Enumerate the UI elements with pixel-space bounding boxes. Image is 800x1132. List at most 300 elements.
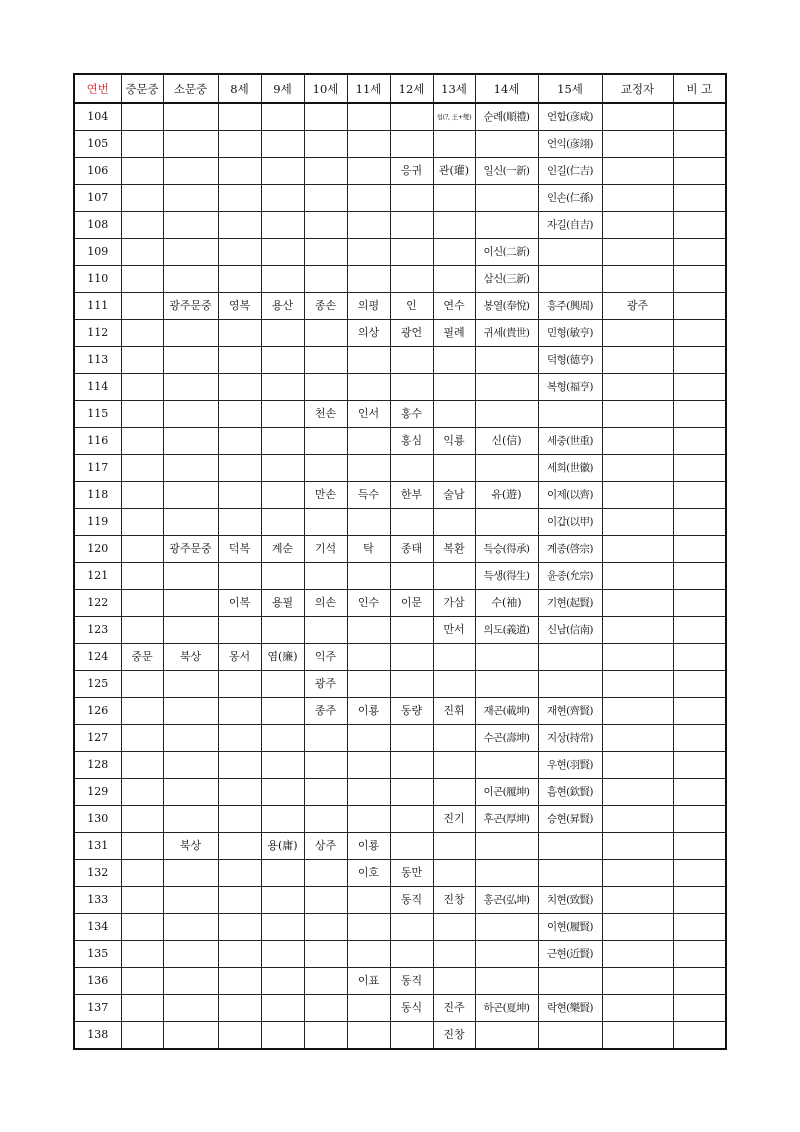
- cell-col-gen-10: 만손: [304, 482, 347, 509]
- table-row: [74, 590, 726, 617]
- cell-col-gen-8: [218, 563, 261, 590]
- cell-col-gen-13: [433, 914, 475, 941]
- cell-col-gen-11: [347, 239, 390, 266]
- cell-col-gen-9: [261, 212, 304, 239]
- cell-col-gen-15: 치현(致賢): [538, 887, 602, 914]
- cell-col-gen-11: 이표: [347, 968, 390, 995]
- cell-col-gen-8: 이복: [218, 590, 261, 617]
- cell-col-gen-12: [390, 374, 433, 401]
- cell-col-middle-clan: [121, 590, 163, 617]
- cell-col-gen-11: [347, 779, 390, 806]
- header-col-gen-15: 15세: [538, 74, 602, 103]
- cell-col-proofreader: [602, 455, 673, 482]
- cell-col-gen-12: [390, 239, 433, 266]
- cell-col-gen-8: [218, 103, 261, 131]
- cell-col-gen-9: [261, 266, 304, 293]
- cell-col-gen-13: [433, 374, 475, 401]
- cell-col-remarks: [673, 698, 726, 725]
- table-row: [74, 968, 726, 995]
- cell-col-gen-13: [433, 239, 475, 266]
- cell-col-gen-15: 윤종(允宗): [538, 563, 602, 590]
- header-col-remarks: 비 고: [673, 74, 726, 103]
- cell-col-gen-9: 용(庸): [261, 833, 304, 860]
- cell-col-sub-clan: [163, 590, 218, 617]
- cell-col-proofreader: [602, 536, 673, 563]
- cell-col-gen-10: [304, 860, 347, 887]
- cell-col-gen-9: [261, 914, 304, 941]
- cell-col-middle-clan: [121, 455, 163, 482]
- cell-col-gen-13: 연수: [433, 293, 475, 320]
- cell-col-gen-8: [218, 401, 261, 428]
- cell-col-sub-clan: [163, 239, 218, 266]
- cell-col-remarks: [673, 185, 726, 212]
- table-row: [74, 103, 726, 131]
- cell-col-gen-13: [433, 725, 475, 752]
- cell-col-middle-clan: [121, 158, 163, 185]
- cell-col-gen-12: [390, 671, 433, 698]
- cell-col-gen-9: [261, 752, 304, 779]
- cell-col-gen-13: [433, 266, 475, 293]
- cell-col-remarks: [673, 860, 726, 887]
- header-col-gen-8: 8세: [218, 74, 261, 103]
- cell-col-gen-8: [218, 941, 261, 968]
- cell-col-gen-12: 광언: [390, 320, 433, 347]
- cell-col-gen-12: [390, 725, 433, 752]
- cell-col-gen-10: [304, 320, 347, 347]
- cell-col-remarks: [673, 995, 726, 1022]
- cell-col-gen-11: [347, 671, 390, 698]
- cell-col-middle-clan: [121, 752, 163, 779]
- cell-col-gen-14: 이곤(履坤): [475, 779, 538, 806]
- cell-col-gen-15: 언합(彦咸): [538, 103, 602, 131]
- cell-col-middle-clan: [121, 266, 163, 293]
- table-row: [74, 374, 726, 401]
- cell-col-gen-10: 종손: [304, 293, 347, 320]
- cell-col-sub-clan: [163, 887, 218, 914]
- cell-col-gen-13: [433, 509, 475, 536]
- cell-col-gen-8: [218, 131, 261, 158]
- cell-col-sub-clan: [163, 860, 218, 887]
- cell-col-middle-clan: [121, 131, 163, 158]
- cell-col-proofreader: [602, 914, 673, 941]
- cell-col-gen-12: 동식: [390, 995, 433, 1022]
- cell-col-proofreader: [602, 482, 673, 509]
- cell-col-gen-12: 동직: [390, 968, 433, 995]
- cell-col-gen-11: [347, 131, 390, 158]
- table-row: [74, 725, 726, 752]
- cell-col-gen-14: 신(信): [475, 428, 538, 455]
- table-row: [74, 185, 726, 212]
- cell-col-gen-14: 하곤(夏坤): [475, 995, 538, 1022]
- cell-col-gen-12: [390, 752, 433, 779]
- cell-col-gen-14: 삼신(三新): [475, 266, 538, 293]
- cell-col-sub-clan: [163, 428, 218, 455]
- cell-col-proofreader: [602, 833, 673, 860]
- cell-col-gen-11: 득수: [347, 482, 390, 509]
- cell-col-serial: 116: [74, 428, 121, 455]
- cell-col-gen-15: [538, 644, 602, 671]
- cell-col-gen-10: [304, 266, 347, 293]
- cell-col-sub-clan: [163, 212, 218, 239]
- table-body: [74, 103, 726, 1049]
- cell-col-gen-9: 용산: [261, 293, 304, 320]
- cell-col-proofreader: [602, 752, 673, 779]
- cell-col-remarks: [673, 779, 726, 806]
- cell-col-gen-8: [218, 698, 261, 725]
- cell-col-proofreader: [602, 347, 673, 374]
- cell-col-gen-14: [475, 941, 538, 968]
- cell-col-serial: 124: [74, 644, 121, 671]
- cell-col-gen-8: [218, 617, 261, 644]
- cell-col-gen-11: [347, 914, 390, 941]
- cell-col-gen-9: [261, 968, 304, 995]
- cell-col-gen-8: [218, 266, 261, 293]
- cell-col-remarks: [673, 212, 726, 239]
- cell-col-gen-14: 득생(得生): [475, 563, 538, 590]
- table-row: [74, 887, 726, 914]
- cell-col-gen-15: 이제(以齊): [538, 482, 602, 509]
- cell-col-gen-10: [304, 752, 347, 779]
- table-row: [74, 428, 726, 455]
- cell-col-middle-clan: [121, 806, 163, 833]
- cell-col-proofreader: [602, 644, 673, 671]
- header-col-middle-clan: 중문중: [121, 74, 163, 103]
- cell-col-middle-clan: [121, 671, 163, 698]
- cell-col-gen-12: [390, 103, 433, 131]
- cell-col-serial: 112: [74, 320, 121, 347]
- cell-col-middle-clan: [121, 239, 163, 266]
- table-row: [74, 347, 726, 374]
- cell-col-gen-12: [390, 266, 433, 293]
- cell-col-gen-8: [218, 806, 261, 833]
- cell-col-middle-clan: [121, 536, 163, 563]
- cell-col-serial: 138: [74, 1022, 121, 1050]
- cell-col-gen-12: 홍심: [390, 428, 433, 455]
- cell-col-sub-clan: [163, 1022, 218, 1050]
- cell-col-gen-10: [304, 185, 347, 212]
- cell-col-gen-14: [475, 455, 538, 482]
- cell-col-serial: 119: [74, 509, 121, 536]
- cell-col-gen-9: [261, 887, 304, 914]
- cell-col-gen-14: [475, 644, 538, 671]
- cell-col-proofreader: [602, 266, 673, 293]
- cell-col-gen-8: [218, 833, 261, 860]
- cell-col-serial: 107: [74, 185, 121, 212]
- cell-col-serial: 111: [74, 293, 121, 320]
- cell-col-middle-clan: [121, 941, 163, 968]
- cell-col-gen-14: 봉열(奉悅): [475, 293, 538, 320]
- cell-col-middle-clan: [121, 482, 163, 509]
- cell-col-gen-8: [218, 914, 261, 941]
- cell-col-gen-11: [347, 374, 390, 401]
- table-row: [74, 401, 726, 428]
- cell-col-gen-12: [390, 347, 433, 374]
- cell-col-gen-14: [475, 401, 538, 428]
- cell-col-gen-8: [218, 968, 261, 995]
- cell-col-gen-9: [261, 320, 304, 347]
- cell-col-gen-8: 덕복: [218, 536, 261, 563]
- cell-col-gen-15: 근현(近賢): [538, 941, 602, 968]
- cell-col-serial: 105: [74, 131, 121, 158]
- cell-col-gen-13: [433, 455, 475, 482]
- cell-col-gen-15: 신남(信南): [538, 617, 602, 644]
- cell-col-gen-11: [347, 185, 390, 212]
- cell-col-gen-9: [261, 239, 304, 266]
- table-row: [74, 617, 726, 644]
- header-col-sub-clan: 소문중: [163, 74, 218, 103]
- cell-col-serial: 106: [74, 158, 121, 185]
- cell-col-gen-13: [433, 752, 475, 779]
- cell-col-gen-15: [538, 671, 602, 698]
- table-row: [74, 752, 726, 779]
- cell-col-gen-14: 수곤(壽坤): [475, 725, 538, 752]
- cell-col-middle-clan: [121, 320, 163, 347]
- cell-col-gen-12: [390, 617, 433, 644]
- cell-col-gen-8: [218, 185, 261, 212]
- cell-col-gen-10: 의손: [304, 590, 347, 617]
- cell-col-sub-clan: [163, 131, 218, 158]
- table-row: [74, 644, 726, 671]
- cell-col-remarks: [673, 968, 726, 995]
- cell-col-sub-clan: [163, 320, 218, 347]
- cell-col-gen-14: 귀세(貴世): [475, 320, 538, 347]
- cell-col-gen-13: 관(瓘): [433, 158, 475, 185]
- cell-col-remarks: [673, 617, 726, 644]
- cell-col-gen-13: [433, 131, 475, 158]
- cell-col-gen-10: [304, 212, 347, 239]
- table-row: [74, 671, 726, 698]
- cell-col-remarks: [673, 887, 726, 914]
- cell-col-gen-14: 득승(得承): [475, 536, 538, 563]
- cell-col-gen-13: 복환: [433, 536, 475, 563]
- table-row: [74, 995, 726, 1022]
- cell-col-serial: 114: [74, 374, 121, 401]
- cell-col-gen-14: [475, 968, 538, 995]
- cell-col-gen-10: 천손: [304, 401, 347, 428]
- cell-col-gen-13: [433, 833, 475, 860]
- table-row: [74, 212, 726, 239]
- cell-col-serial: 115: [74, 401, 121, 428]
- cell-col-middle-clan: [121, 185, 163, 212]
- cell-col-proofreader: [602, 563, 673, 590]
- cell-col-gen-9: 염(廉): [261, 644, 304, 671]
- table-row: [74, 482, 726, 509]
- cell-col-gen-10: [304, 103, 347, 131]
- cell-col-gen-9: [261, 401, 304, 428]
- cell-col-gen-12: 응귀: [390, 158, 433, 185]
- cell-col-remarks: [673, 941, 726, 968]
- cell-col-gen-9: 계순: [261, 536, 304, 563]
- table-row: [74, 860, 726, 887]
- cell-col-remarks: [673, 563, 726, 590]
- cell-col-proofreader: [602, 806, 673, 833]
- cell-col-gen-15: 이갑(以甲): [538, 509, 602, 536]
- cell-col-gen-14: 이신(二新): [475, 239, 538, 266]
- cell-col-gen-14: [475, 509, 538, 536]
- cell-col-serial: 128: [74, 752, 121, 779]
- cell-col-gen-8: [218, 509, 261, 536]
- cell-col-gen-12: [390, 806, 433, 833]
- cell-col-remarks: [673, 266, 726, 293]
- cell-col-gen-10: [304, 887, 347, 914]
- cell-col-serial: 109: [74, 239, 121, 266]
- cell-col-sub-clan: [163, 455, 218, 482]
- cell-col-gen-12: 동직: [390, 887, 433, 914]
- cell-col-gen-11: [347, 995, 390, 1022]
- cell-col-gen-11: 인서: [347, 401, 390, 428]
- header-col-serial: 연번: [74, 74, 121, 103]
- header-col-proofreader: 교정자: [602, 74, 673, 103]
- cell-col-proofreader: [602, 185, 673, 212]
- cell-col-gen-11: [347, 563, 390, 590]
- table-row: [74, 239, 726, 266]
- cell-col-gen-13: 진주: [433, 995, 475, 1022]
- cell-col-gen-13: [433, 968, 475, 995]
- cell-col-sub-clan: [163, 725, 218, 752]
- cell-col-gen-8: [218, 239, 261, 266]
- cell-col-gen-8: [218, 779, 261, 806]
- cell-col-proofreader: [602, 590, 673, 617]
- cell-col-gen-8: [218, 725, 261, 752]
- cell-col-remarks: [673, 644, 726, 671]
- cell-col-gen-9: [261, 131, 304, 158]
- cell-col-gen-15: 지상(持常): [538, 725, 602, 752]
- cell-col-gen-14: [475, 860, 538, 887]
- cell-col-gen-12: 한부: [390, 482, 433, 509]
- cell-col-gen-13: 익룡: [433, 428, 475, 455]
- cell-col-gen-9: [261, 671, 304, 698]
- cell-col-gen-11: [347, 455, 390, 482]
- cell-col-sub-clan: [163, 995, 218, 1022]
- cell-col-gen-14: 수(袖): [475, 590, 538, 617]
- cell-col-gen-9: [261, 158, 304, 185]
- cell-col-proofreader: [602, 968, 673, 995]
- cell-col-gen-13: 가삼: [433, 590, 475, 617]
- cell-col-sub-clan: [163, 968, 218, 995]
- cell-col-middle-clan: [121, 103, 163, 131]
- cell-col-middle-clan: [121, 887, 163, 914]
- cell-col-middle-clan: [121, 914, 163, 941]
- cell-col-gen-11: [347, 212, 390, 239]
- cell-col-remarks: [673, 806, 726, 833]
- table-row: [74, 1022, 726, 1050]
- cell-col-proofreader: [602, 374, 673, 401]
- cell-col-serial: 137: [74, 995, 121, 1022]
- cell-col-gen-8: [218, 455, 261, 482]
- cell-col-gen-14: 의도(義道): [475, 617, 538, 644]
- cell-col-sub-clan: 광주문중: [163, 536, 218, 563]
- cell-col-proofreader: [602, 131, 673, 158]
- cell-col-proofreader: [602, 212, 673, 239]
- cell-col-gen-12: [390, 563, 433, 590]
- cell-col-gen-15: 계종(啓宗): [538, 536, 602, 563]
- cell-col-gen-11: [347, 347, 390, 374]
- cell-col-middle-clan: [121, 509, 163, 536]
- cell-col-remarks: [673, 536, 726, 563]
- cell-col-gen-15: 언익(彦翊): [538, 131, 602, 158]
- cell-col-gen-13: 진창: [433, 1022, 475, 1050]
- cell-col-gen-11: [347, 428, 390, 455]
- cell-col-serial: 127: [74, 725, 121, 752]
- header-col-gen-11: 11세: [347, 74, 390, 103]
- cell-col-gen-9: [261, 779, 304, 806]
- table-header: [74, 74, 726, 103]
- cell-col-serial: 126: [74, 698, 121, 725]
- cell-col-gen-13: 진기: [433, 806, 475, 833]
- cell-col-proofreader: 광주: [602, 293, 673, 320]
- cell-col-gen-12: 종태: [390, 536, 433, 563]
- cell-col-gen-10: [304, 617, 347, 644]
- cell-col-proofreader: [602, 428, 673, 455]
- cell-col-gen-8: 몽서: [218, 644, 261, 671]
- cell-col-proofreader: [602, 158, 673, 185]
- cell-col-sub-clan: [163, 914, 218, 941]
- cell-col-gen-8: [218, 671, 261, 698]
- cell-col-gen-8: [218, 428, 261, 455]
- cell-col-serial: 113: [74, 347, 121, 374]
- cell-col-serial: 120: [74, 536, 121, 563]
- cell-col-gen-12: 인: [390, 293, 433, 320]
- cell-col-gen-11: 의상: [347, 320, 390, 347]
- cell-col-gen-8: [218, 1022, 261, 1050]
- cell-col-gen-10: 기석: [304, 536, 347, 563]
- cell-col-gen-11: [347, 266, 390, 293]
- cell-col-sub-clan: [163, 698, 218, 725]
- cell-col-gen-11: [347, 887, 390, 914]
- cell-col-gen-14: [475, 752, 538, 779]
- cell-col-gen-9: [261, 374, 304, 401]
- cell-col-serial: 118: [74, 482, 121, 509]
- cell-col-gen-9: [261, 617, 304, 644]
- cell-col-gen-15: [538, 860, 602, 887]
- cell-col-gen-9: [261, 563, 304, 590]
- cell-col-gen-14: 유(遊): [475, 482, 538, 509]
- cell-col-remarks: [673, 590, 726, 617]
- cell-col-gen-12: [390, 212, 433, 239]
- cell-col-gen-13: [433, 563, 475, 590]
- cell-col-sub-clan: [163, 671, 218, 698]
- cell-col-gen-11: 이호: [347, 860, 390, 887]
- cell-col-sub-clan: 북상: [163, 644, 218, 671]
- cell-col-remarks: [673, 131, 726, 158]
- cell-col-gen-12: [390, 1022, 433, 1050]
- cell-col-middle-clan: [121, 428, 163, 455]
- header-col-gen-13: 13세: [433, 74, 475, 103]
- cell-col-gen-11: 탁: [347, 536, 390, 563]
- cell-col-gen-15: 흥주(興周): [538, 293, 602, 320]
- cell-col-gen-11: [347, 725, 390, 752]
- cell-col-gen-10: 광주: [304, 671, 347, 698]
- cell-col-gen-11: 인수: [347, 590, 390, 617]
- cell-col-gen-8: [218, 752, 261, 779]
- cell-col-serial: 122: [74, 590, 121, 617]
- cell-col-proofreader: [602, 779, 673, 806]
- cell-col-gen-9: [261, 455, 304, 482]
- cell-col-gen-15: [538, 968, 602, 995]
- cell-col-gen-13: 만서: [433, 617, 475, 644]
- table-row: [74, 320, 726, 347]
- cell-col-gen-11: [347, 644, 390, 671]
- cell-col-gen-11: [347, 1022, 390, 1050]
- cell-col-gen-10: [304, 968, 347, 995]
- table-row: [74, 563, 726, 590]
- cell-col-proofreader: [602, 617, 673, 644]
- header-row: [74, 74, 726, 103]
- cell-col-gen-11: 이룡: [347, 833, 390, 860]
- cell-col-gen-11: [347, 941, 390, 968]
- cell-col-gen-14: [475, 212, 538, 239]
- cell-col-gen-8: 영복: [218, 293, 261, 320]
